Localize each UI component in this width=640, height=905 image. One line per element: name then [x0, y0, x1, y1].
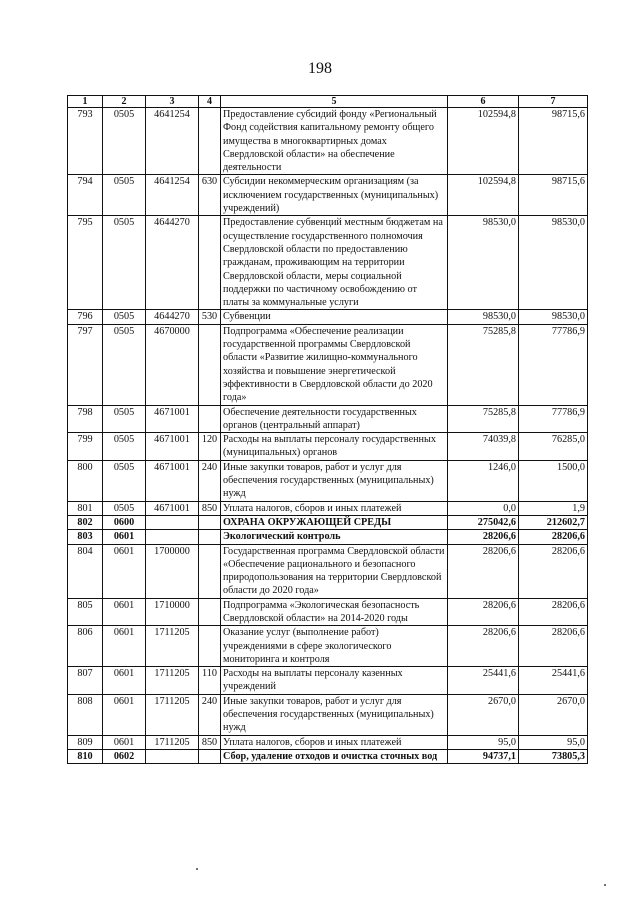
amount-2014-cell: 0,0 [448, 501, 519, 515]
target-article-cell: 4644270 [146, 310, 199, 324]
item-name-cell: Государственная программа Свердловской области «Обеспечение рационального и безопасного природопользования на территории Свердловской области до 2020 года» [221, 544, 448, 598]
section-code-cell: 0505 [103, 501, 146, 515]
budget-table [67, 95, 588, 764]
amount-2014-cell: 95,0 [448, 735, 519, 749]
item-name-cell: Подпрограмма «Экологическая безопасность Свердловской области» на 2014-2020 годы [221, 598, 448, 626]
section-code-cell: 0505 [103, 216, 146, 310]
target-article-cell: 4641254 [146, 108, 199, 175]
amount-2014-cell: 28206,6 [448, 626, 519, 667]
item-name-cell: Уплата налогов, сборов и иных платежей [221, 735, 448, 749]
item-name-cell: Предоставление субсидий фонду «Региональный Фонд содействия капитальному ремонту общего имущества в многоквартирных домах Свердловской области» на обеспечение деятельности [221, 108, 448, 175]
section-code-cell: 0601 [103, 530, 146, 544]
amount-2015-cell: 98715,6 [519, 108, 588, 175]
amount-2015-cell: 95,0 [519, 735, 588, 749]
amount-2014-cell: 102594,8 [448, 175, 519, 216]
item-name-cell: Расходы на выплаты персоналу государственных (муниципальных) органов [221, 433, 448, 461]
expense-kind-cell [199, 324, 221, 405]
row-number-cell: 796 [68, 310, 103, 324]
section-code-cell: 0601 [103, 626, 146, 667]
row-number-cell: 806 [68, 626, 103, 667]
target-article-cell: 4671001 [146, 405, 199, 433]
table-header-row [68, 96, 588, 108]
section-code-cell: 0505 [103, 108, 146, 175]
target-article-cell: 1710000 [146, 598, 199, 626]
item-name-cell: Расходы на выплаты персоналу казенных учреждений [221, 667, 448, 695]
amount-2014-cell: 75285,8 [448, 324, 519, 405]
amount-2015-cell: 1,9 [519, 501, 588, 515]
section-code-cell: 0505 [103, 460, 146, 501]
amount-2015-cell: 98530,0 [519, 216, 588, 310]
expense-kind-cell: 850 [199, 501, 221, 515]
section-code-cell: 0505 [103, 175, 146, 216]
scan-speck [604, 884, 606, 886]
table-body [68, 108, 588, 764]
row-number-cell: 802 [68, 515, 103, 529]
amount-2015-cell: 28206,6 [519, 544, 588, 598]
row-number-cell: 808 [68, 694, 103, 735]
expense-kind-cell [199, 626, 221, 667]
row-number-cell: 799 [68, 433, 103, 461]
amount-2015-cell: 76285,0 [519, 433, 588, 461]
section-code-cell: 0505 [103, 324, 146, 405]
amount-2014-cell: 74039,8 [448, 433, 519, 461]
header-col-1: 1 [68, 96, 103, 108]
amount-2015-cell: 28206,6 [519, 530, 588, 544]
table-row [68, 460, 588, 501]
table-row [68, 694, 588, 735]
target-article-cell: 4644270 [146, 216, 199, 310]
section-code-cell: 0601 [103, 544, 146, 598]
table-row [68, 626, 588, 667]
header-col-4: 4 [199, 96, 221, 108]
item-name-cell: Субсидии некоммерческим организациям (за исключением государственных (муниципальных) учреждений) [221, 175, 448, 216]
target-article-cell: 1711205 [146, 626, 199, 667]
row-number-cell: 804 [68, 544, 103, 598]
amount-2015-cell: 77786,9 [519, 324, 588, 405]
row-number-cell: 805 [68, 598, 103, 626]
item-name-cell: Сбор, удаление отходов и очистка сточных вод [221, 749, 448, 763]
expense-kind-cell [199, 108, 221, 175]
table-row [68, 310, 588, 324]
amount-2015-cell: 98715,6 [519, 175, 588, 216]
scan-speck [196, 868, 198, 870]
item-name-cell: Обеспечение деятельности государственных органов (центральный аппарат) [221, 405, 448, 433]
amount-2014-cell: 28206,6 [448, 530, 519, 544]
section-code-cell: 0601 [103, 735, 146, 749]
section-code-cell: 0505 [103, 433, 146, 461]
row-number-cell: 807 [68, 667, 103, 695]
amount-2015-cell: 212602,7 [519, 515, 588, 529]
table-row [68, 405, 588, 433]
item-name-cell: ОХРАНА ОКРУЖАЮЩЕЙ СРЕДЫ [221, 515, 448, 529]
table-row [68, 515, 588, 529]
amount-2015-cell: 73805,3 [519, 749, 588, 763]
target-article-cell: 1711205 [146, 667, 199, 695]
table-row [68, 598, 588, 626]
header-col-7: 7 [519, 96, 588, 108]
expense-kind-cell [199, 598, 221, 626]
amount-2015-cell: 25441,6 [519, 667, 588, 695]
section-code-cell: 0505 [103, 405, 146, 433]
target-article-cell [146, 530, 199, 544]
expense-kind-cell: 240 [199, 460, 221, 501]
table-row [68, 749, 588, 763]
amount-2015-cell: 1500,0 [519, 460, 588, 501]
expense-kind-cell [199, 405, 221, 433]
expense-kind-cell [199, 530, 221, 544]
amount-2014-cell: 28206,6 [448, 598, 519, 626]
section-code-cell: 0602 [103, 749, 146, 763]
table-row [68, 433, 588, 461]
section-code-cell: 0600 [103, 515, 146, 529]
row-number-cell: 809 [68, 735, 103, 749]
target-article-cell: 1711205 [146, 694, 199, 735]
item-name-cell: Подпрограмма «Обеспечение реализации государственной программы Свердловской области «Развитие жилищно-коммунального хозяйства и повышение энергетической эффективности в Свердловской области до 2020 года» [221, 324, 448, 405]
row-number-cell: 801 [68, 501, 103, 515]
item-name-cell: Предоставление субвенций местным бюджетам на осуществление государственного полномочия Свердловской области по предоставлению гражданам, проживающим на территории Свердловской области, меры социальной поддержки по частичному освобождению от платы за коммунальные услуги [221, 216, 448, 310]
target-article-cell [146, 749, 199, 763]
table-row [68, 108, 588, 175]
amount-2015-cell: 98530,0 [519, 310, 588, 324]
header-col-2: 2 [103, 96, 146, 108]
header-col-6: 6 [448, 96, 519, 108]
row-number-cell: 803 [68, 530, 103, 544]
row-number-cell: 794 [68, 175, 103, 216]
table-row [68, 735, 588, 749]
expense-kind-cell: 120 [199, 433, 221, 461]
row-number-cell: 798 [68, 405, 103, 433]
page-number: 198 [308, 60, 332, 77]
row-number-cell: 810 [68, 749, 103, 763]
table-row [68, 667, 588, 695]
item-name-cell: Иные закупки товаров, работ и услуг для обеспечения государственных (муниципальных) нужд [221, 694, 448, 735]
expense-kind-cell: 110 [199, 667, 221, 695]
table-row [68, 544, 588, 598]
section-code-cell: 0601 [103, 667, 146, 695]
row-number-cell: 797 [68, 324, 103, 405]
section-code-cell: 0601 [103, 598, 146, 626]
item-name-cell: Экологический контроль [221, 530, 448, 544]
amount-2014-cell: 75285,8 [448, 405, 519, 433]
target-article-cell: 4671001 [146, 433, 199, 461]
amount-2014-cell: 2670,0 [448, 694, 519, 735]
target-article-cell: 4670000 [146, 324, 199, 405]
section-code-cell: 0601 [103, 694, 146, 735]
row-number-cell: 795 [68, 216, 103, 310]
row-number-cell: 800 [68, 460, 103, 501]
amount-2014-cell: 98530,0 [448, 310, 519, 324]
table-row [68, 530, 588, 544]
table-row [68, 175, 588, 216]
amount-2015-cell: 77786,9 [519, 405, 588, 433]
section-code-cell: 0505 [103, 310, 146, 324]
header-col-3: 3 [146, 96, 199, 108]
item-name-cell: Субвенции [221, 310, 448, 324]
row-number-cell: 793 [68, 108, 103, 175]
table-row [68, 216, 588, 310]
amount-2015-cell: 28206,6 [519, 626, 588, 667]
expense-kind-cell [199, 216, 221, 310]
item-name-cell: Оказание услуг (выполнение работ) учреждениями в сфере экологического мониторинга и контроля [221, 626, 448, 667]
target-article-cell: 4671001 [146, 460, 199, 501]
expense-kind-cell [199, 544, 221, 598]
amount-2015-cell: 2670,0 [519, 694, 588, 735]
target-article-cell [146, 515, 199, 529]
table-row [68, 501, 588, 515]
amount-2014-cell: 94737,1 [448, 749, 519, 763]
item-name-cell: Уплата налогов, сборов и иных платежей [221, 501, 448, 515]
expense-kind-cell: 530 [199, 310, 221, 324]
expense-kind-cell: 850 [199, 735, 221, 749]
amount-2014-cell: 28206,6 [448, 544, 519, 598]
header-col-5: 5 [221, 96, 448, 108]
target-article-cell: 1700000 [146, 544, 199, 598]
target-article-cell: 4641254 [146, 175, 199, 216]
amount-2014-cell: 1246,0 [448, 460, 519, 501]
amount-2014-cell: 25441,6 [448, 667, 519, 695]
expense-kind-cell [199, 515, 221, 529]
expense-kind-cell [199, 749, 221, 763]
expense-kind-cell: 240 [199, 694, 221, 735]
target-article-cell: 1711205 [146, 735, 199, 749]
expense-kind-cell: 630 [199, 175, 221, 216]
amount-2014-cell: 275042,6 [448, 515, 519, 529]
target-article-cell: 4671001 [146, 501, 199, 515]
table-row [68, 324, 588, 405]
item-name-cell: Иные закупки товаров, работ и услуг для обеспечения государственных (муниципальных) нужд [221, 460, 448, 501]
amount-2014-cell: 98530,0 [448, 216, 519, 310]
amount-2014-cell: 102594,8 [448, 108, 519, 175]
amount-2015-cell: 28206,6 [519, 598, 588, 626]
